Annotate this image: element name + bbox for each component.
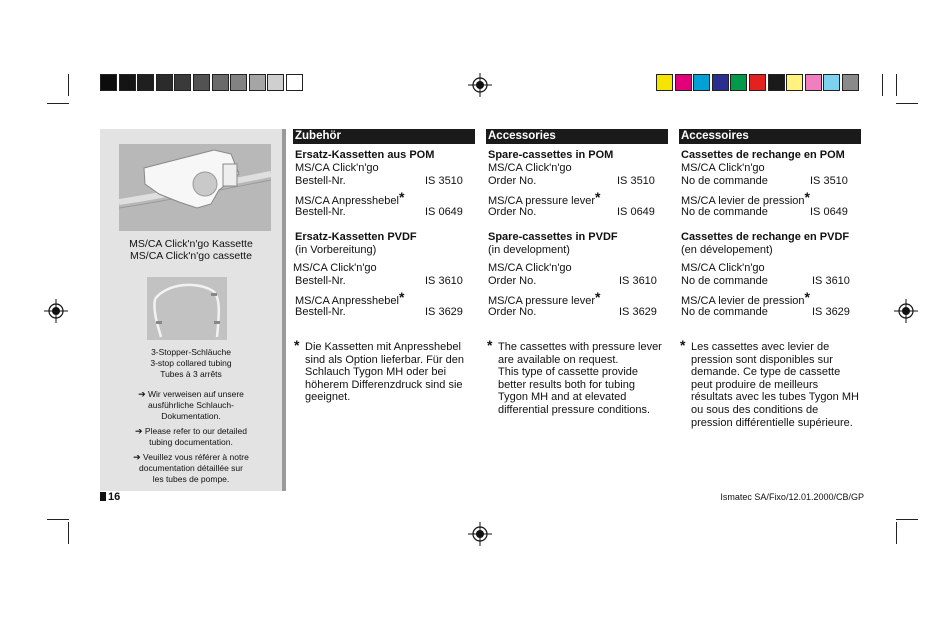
color-swatch — [693, 74, 710, 91]
page-marker-icon — [100, 492, 106, 501]
cassette-photo — [119, 144, 271, 231]
gray-swatch — [174, 74, 191, 91]
lever-label: MS/CA levier de pression* — [681, 289, 810, 307]
order-label: Order No. — [488, 306, 537, 318]
order-label: Bestell-Nr. — [295, 275, 346, 287]
order-code: IS 3610 — [619, 275, 657, 287]
order-code: IS 3629 — [425, 306, 463, 318]
color-swatch — [675, 74, 692, 91]
gray-swatch — [212, 74, 229, 91]
pvdf-title: Spare-cassettes in PVDF — [488, 231, 618, 243]
lever-label: MS/CA pressure lever* — [488, 289, 601, 307]
gray-swatch — [119, 74, 136, 91]
registration-mark-icon — [468, 73, 492, 97]
order-code: IS 3629 — [619, 306, 657, 318]
footnote: * Die Kassetten mit Anpresshebel sind als Option lieferbar. Für den Schlauch Tygon MH oder bei höherem Differenzdruck sind sie geeignet. — [294, 337, 464, 404]
color-swatch — [805, 74, 822, 91]
lever-label: MS/CA pressure lever* — [488, 189, 601, 207]
asterisk-icon: * — [594, 189, 601, 205]
color-swatch — [730, 74, 747, 91]
pom-product: MS/CA Click'n'go — [488, 162, 572, 174]
asterisk-icon: * — [594, 289, 601, 305]
asterisk-icon: * — [680, 337, 686, 353]
cassette-caption-de: MS/CA Click'n'go Kassette — [129, 238, 253, 250]
order-code: IS 0649 — [617, 206, 655, 218]
order-code: IS 3610 — [425, 275, 463, 287]
gray-swatch — [137, 74, 154, 91]
color-swatch — [786, 74, 803, 91]
tubing-caption-fr: Tubes à 3 arrêts — [160, 369, 222, 379]
pvdf-subtitle: (in Vorbereitung) — [295, 244, 377, 256]
section-header: Zubehör — [293, 129, 475, 144]
order-label: Bestell-Nr. — [295, 306, 346, 318]
gray-swatch — [286, 74, 303, 91]
lever-label: MS/CA levier de pression* — [681, 189, 810, 207]
pom-title: Spare-cassettes in POM — [488, 149, 614, 161]
gray-swatch — [193, 74, 210, 91]
gray-swatch — [267, 74, 284, 91]
gray-swatch — [156, 74, 173, 91]
order-label: No de commande — [681, 206, 768, 218]
sidebar-divider — [282, 129, 286, 491]
pom-product: MS/CA Click'n'go — [681, 162, 765, 174]
order-label: Order No. — [488, 275, 537, 287]
pvdf-title: Ersatz-Kassetten PVDF — [295, 231, 417, 243]
asterisk-icon: * — [487, 337, 493, 353]
order-label: Bestell-Nr. — [295, 175, 346, 187]
color-swatch — [842, 74, 859, 91]
cassette-caption-en: MS/CA Click'n'go cassette — [130, 250, 252, 262]
asterisk-icon: * — [398, 289, 405, 305]
color-swatch — [656, 74, 673, 91]
gray-swatch — [249, 74, 266, 91]
registration-mark-icon — [44, 299, 68, 323]
registration-mark-icon — [894, 299, 918, 323]
section-header: Accessoires — [679, 129, 861, 144]
order-code: IS 3629 — [812, 306, 850, 318]
right-arrow-icon: ➔ — [135, 426, 143, 436]
pom-title: Ersatz-Kassetten aus POM — [295, 149, 435, 161]
order-label: No de commande — [681, 306, 768, 318]
footer-reference: Ismatec SA/Fixo/12.01.2000/CB/GP — [720, 492, 864, 502]
order-label: Order No. — [488, 206, 537, 218]
gray-swatch — [100, 74, 117, 91]
asterisk-icon: * — [398, 189, 405, 205]
section-header: Accessories — [486, 129, 668, 144]
right-arrow-icon: ➔ — [138, 389, 146, 399]
lever-label: MS/CA Anpresshebel* — [295, 189, 405, 207]
reference-note-en: ➔ Please refer to our detailed tubing documentation. — [135, 426, 247, 447]
reference-note-de: ➔ Wir verweisen auf unsere ausführliche Schlauch- Dokumentation. — [138, 389, 244, 421]
order-code: IS 3510 — [617, 175, 655, 187]
pvdf-title: Cassettes de rechange en PVDF — [681, 231, 850, 243]
tubing-caption-en: 3-stop collared tubing — [150, 358, 232, 368]
pvdf-product: MS/CA Click'n'go — [293, 262, 377, 274]
sidebar — [100, 129, 282, 491]
lever-label: MS/CA Anpresshebel* — [295, 289, 405, 307]
order-label: Bestell-Nr. — [295, 206, 346, 218]
tubing-photo — [147, 277, 227, 340]
color-swatch — [749, 74, 766, 91]
gray-swatch — [230, 74, 247, 91]
asterisk-icon: * — [804, 189, 810, 205]
column-de — [293, 129, 475, 404]
page-number: 16 — [100, 491, 120, 503]
pvdf-subtitle: (in development) — [488, 244, 570, 256]
order-code: IS 3510 — [425, 175, 463, 187]
color-swatch — [712, 74, 729, 91]
order-code: IS 0649 — [425, 206, 463, 218]
registration-mark-icon — [468, 522, 492, 546]
footnote: * Les cassettes avec levier de pression sont disponibles sur demande. Ce type de cassette peut produire de meilleurs résultats avec les tubes Tygon MH ou sous des conditions de pression différentielle supérieure. — [680, 337, 859, 429]
order-code: IS 0649 — [810, 206, 848, 218]
asterisk-icon: * — [804, 289, 810, 305]
tubing-caption-de: 3-Stopper-Schläuche — [151, 347, 231, 357]
color-swatch — [823, 74, 840, 91]
pvdf-product: MS/CA Click'n'go — [681, 262, 765, 274]
right-arrow-icon: ➔ — [133, 452, 141, 462]
column-fr — [679, 129, 861, 429]
footnote: * The cassettes with pressure lever are available on request. This type of cassette provide better results both for tubing Tygon MH and at elevated differential pressure conditions. — [487, 337, 662, 416]
order-code: IS 3610 — [812, 275, 850, 287]
pom-product: MS/CA Click'n'go — [295, 162, 379, 174]
pvdf-subtitle: (en dévelopement) — [681, 244, 773, 256]
reference-note-fr: ➔ Veuillez vous référer à notre documentation détaillée sur les tubes de pompe. — [133, 452, 249, 484]
column-en — [486, 129, 668, 416]
pom-title: Cassettes de rechange en POM — [681, 149, 845, 161]
asterisk-icon: * — [294, 337, 300, 353]
order-code: IS 3510 — [810, 175, 848, 187]
pvdf-product: MS/CA Click'n'go — [488, 262, 572, 274]
order-label: Order No. — [488, 175, 537, 187]
color-swatch — [768, 74, 785, 91]
order-label: No de commande — [681, 275, 768, 287]
order-label: No de commande — [681, 175, 768, 187]
